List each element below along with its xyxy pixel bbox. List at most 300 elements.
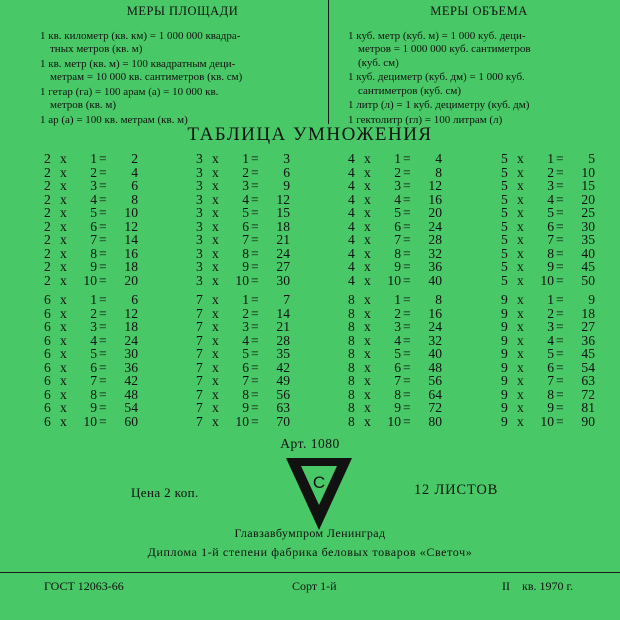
multiplicand: 8 [348,359,355,375]
product: 12 [124,305,138,321]
multiplier: 6 [394,359,401,375]
multiplicand: 7 [196,346,203,361]
multiplicand: 5 [501,151,508,166]
table-row [348,401,444,415]
multiplier: 4 [242,332,249,348]
product: 40 [581,245,595,261]
times-sign: x [212,178,219,193]
multiplier: 6 [242,218,249,234]
table-row [501,361,597,375]
equals-sign: = [556,305,564,321]
table-row [44,347,140,361]
equals-sign: = [556,386,564,402]
times-sign: x [364,191,371,207]
multiplicand: 7 [196,319,203,334]
table-row [501,415,597,429]
multiplier: 5 [90,205,97,220]
product: 42 [124,373,138,388]
table-row [348,233,444,247]
times-sign: x [517,245,524,261]
multiplicand: 3 [196,259,203,274]
multiplicand: 6 [44,359,51,375]
times-sign: x [212,259,219,274]
multiplicand: 7 [196,332,203,348]
multiplier: 9 [547,400,554,415]
multiplier: 9 [90,400,97,415]
product: 12 [428,178,442,193]
times-sign: x [60,164,67,180]
multiplier: 5 [242,205,249,220]
product: 54 [124,400,138,415]
table-row [44,206,140,220]
multiplicand: 2 [44,178,51,193]
times-sign: x [364,151,371,166]
table-row [348,347,444,361]
equals-sign: = [251,400,259,415]
multiplicand: 5 [501,164,508,180]
equals-sign: = [251,272,259,288]
table-row [501,307,597,321]
product: 72 [428,400,442,415]
equals-sign: = [99,151,107,166]
times-sign: x [60,292,67,307]
product: 27 [276,259,290,274]
times-sign: x [517,400,524,415]
times-sign: x [364,386,371,402]
equals-sign: = [403,178,411,193]
equals-sign: = [403,305,411,321]
multiplier: 4 [547,191,554,207]
multiplier: 10 [387,272,401,288]
multiplier: 9 [394,400,401,415]
times-sign: x [517,319,524,334]
measure-line: сантиметров (куб. см) [358,84,462,97]
equals-sign: = [251,359,259,375]
times-sign: x [364,400,371,415]
equals-sign: = [251,386,259,402]
product: 48 [124,386,138,402]
multiplicand: 2 [44,164,51,180]
equals-sign: = [403,373,411,388]
equals-sign: = [99,292,107,307]
equals-sign: = [99,259,107,274]
multiplicand: 5 [501,272,508,288]
equals-sign: = [99,413,107,429]
equals-sign: = [556,292,564,307]
multiplicand: 4 [348,164,355,180]
equals-sign: = [251,191,259,207]
times-sign: x [517,359,524,375]
multiplier: 1 [394,292,401,307]
multiplicand: 6 [44,319,51,334]
table-row [196,361,292,375]
times-sign: x [364,319,371,334]
times-sign: x [60,400,67,415]
product: 27 [581,319,595,334]
times-sign: x [212,218,219,234]
multiplier: 5 [394,205,401,220]
table-row [196,347,292,361]
area-measure-2 [40,58,325,85]
product: 36 [428,259,442,274]
product: 24 [428,218,442,234]
product: 45 [581,259,595,274]
measure-line: тных метров (кв. м) [50,43,143,55]
table-row [196,334,292,348]
equals-sign: = [403,332,411,348]
table-row [348,260,444,274]
multiplier: 9 [242,259,249,274]
equals-sign: = [403,292,411,307]
product: 81 [581,400,595,415]
times-sign: x [517,346,524,361]
equals-sign: = [99,332,107,348]
table-row [501,320,597,334]
measure-line: 1 кв. метр (кв. м) = 100 квадратным деци- [40,57,236,70]
table-row [196,374,292,388]
times-table-8 [348,293,444,428]
product: 70 [276,413,290,429]
multiplicand: 4 [348,245,355,261]
product: 50 [581,272,595,288]
table-row [501,152,597,166]
times-sign: x [364,218,371,234]
multiplier: 2 [547,305,554,321]
table-row [501,347,597,361]
equals-sign: = [99,386,107,402]
multiplier: 2 [394,164,401,180]
equals-sign: = [251,245,259,261]
volume-measures-section [348,0,610,128]
product: 42 [276,359,290,375]
table-row [44,260,140,274]
multiplicand: 5 [501,245,508,261]
multiplicand: 4 [348,218,355,234]
table-row [348,293,444,307]
multiplicand: 3 [196,191,203,207]
times-sign: x [60,332,67,348]
product: 54 [581,359,595,375]
multiplier: 6 [90,359,97,375]
equals-sign: = [556,332,564,348]
product: 14 [276,305,290,321]
equals-sign: = [251,319,259,334]
product: 25 [581,205,595,220]
area-measures-title: МЕРЫ ПЛОЩАДИ [126,4,239,18]
times-sign: x [212,164,219,180]
equals-sign: = [99,373,107,388]
times-sign: x [212,151,219,166]
gost-standard: ГОСТ 12063-66 [44,579,124,593]
multiplier: 7 [242,232,249,247]
table-row [196,247,292,261]
equals-sign: = [403,346,411,361]
equals-sign: = [99,178,107,193]
product: 80 [428,413,442,429]
multiplier: 10 [83,272,97,288]
multiplicand: 4 [348,272,355,288]
table-row [501,401,597,415]
multiplier: 8 [90,386,97,402]
multiplicand: 8 [348,373,355,388]
multiplicand: 7 [196,373,203,388]
multiplier: 8 [90,245,97,261]
column-divider [328,0,329,124]
volume-measure-2 [348,71,610,98]
product: 48 [428,359,442,375]
multiplier: 2 [90,164,97,180]
equals-sign: = [556,319,564,334]
table-row [348,247,444,261]
equals-sign: = [403,151,411,166]
table-row [501,274,597,288]
multiplicand: 7 [196,413,203,429]
times-sign: x [212,205,219,220]
equals-sign: = [556,359,564,375]
multiplicand: 6 [44,400,51,415]
table-row [44,293,140,307]
multiplier: 4 [394,332,401,348]
multiplier: 2 [90,305,97,321]
equals-sign: = [556,164,564,180]
multiplicand: 6 [44,413,51,429]
times-sign: x [212,346,219,361]
equals-sign: = [251,205,259,220]
times-sign: x [60,319,67,334]
equals-sign: = [403,272,411,288]
equals-sign: = [251,373,259,388]
multiplier: 4 [242,191,249,207]
times-sign: x [60,386,67,402]
table-row [44,233,140,247]
equals-sign: = [99,205,107,220]
times-sign: x [517,164,524,180]
times-sign: x [60,191,67,207]
table-row [501,193,597,207]
multiplier: 7 [547,232,554,247]
equals-sign: = [99,346,107,361]
measure-line: 1 литр (л) = 1 куб. дециметру (куб. дм) [348,99,530,111]
product: 30 [581,218,595,234]
table-row [44,320,140,334]
multiplicand: 3 [196,232,203,247]
measure-line: 1 куб. метр (куб. м) = 1 000 куб. деци- [348,29,526,42]
multiplier: 10 [387,413,401,429]
times-sign: x [60,259,67,274]
multiplier: 2 [547,164,554,180]
multiplier: 10 [83,413,97,429]
equals-sign: = [99,305,107,321]
times-sign: x [60,305,67,321]
multiplier: 4 [394,191,401,207]
multiplicand: 3 [196,178,203,193]
multiplicand: 2 [44,245,51,261]
table-row [348,320,444,334]
table-row [44,415,140,429]
multiplier: 3 [394,178,401,193]
multiplicand: 2 [44,191,51,207]
product: 24 [276,245,290,261]
table-row [196,220,292,234]
times-sign: x [212,373,219,388]
product: 35 [276,346,290,361]
times-sign: x [60,178,67,193]
equals-sign: = [556,178,564,193]
product: 6 [131,292,138,307]
multiplier: 5 [90,346,97,361]
equals-sign: = [251,413,259,429]
times-sign: x [212,191,219,207]
multiplier: 3 [242,319,249,334]
table-row [196,401,292,415]
table-row [196,233,292,247]
logo-letter: С [312,473,326,492]
product: 56 [276,386,290,402]
multiplier: 3 [547,178,554,193]
multiplicand: 6 [44,332,51,348]
multiplicand: 8 [348,319,355,334]
times-sign: x [364,178,371,193]
multiplier: 9 [394,259,401,274]
product: 5 [588,151,595,166]
product: 4 [131,164,138,180]
multiplicand: 7 [196,292,203,307]
product: 21 [276,232,290,247]
table-row [348,361,444,375]
equals-sign: = [251,305,259,321]
multiplicand: 3 [196,151,203,166]
equals-sign: = [403,191,411,207]
times-sign: x [212,400,219,415]
table-row [44,152,140,166]
product: 18 [276,218,290,234]
equals-sign: = [556,232,564,247]
product: 28 [276,332,290,348]
times-sign: x [517,413,524,429]
product: 10 [581,164,595,180]
multiplicand: 5 [501,218,508,234]
multiplicand: 9 [501,413,508,429]
area-measure-3 [40,86,325,113]
equals-sign: = [99,191,107,207]
multiplier: 7 [90,373,97,388]
multiplicand: 9 [501,359,508,375]
table-row [196,320,292,334]
equals-sign: = [403,164,411,180]
multiplicand: 6 [44,305,51,321]
times-sign: x [364,346,371,361]
multiplicand: 5 [501,232,508,247]
multiplicand: 2 [44,218,51,234]
times-sign: x [517,151,524,166]
equals-sign: = [251,332,259,348]
equals-sign: = [556,245,564,261]
measure-line: 1 гетар (га) = 100 арам (а) = 10 000 кв. [40,85,219,98]
multiplier: 5 [394,346,401,361]
equals-sign: = [403,319,411,334]
factory-diploma: Диплома 1-й степени фабрика беловых товаров «Светоч» [147,545,473,559]
product: 40 [428,346,442,361]
product: 16 [428,305,442,321]
multiplier: 8 [242,245,249,261]
equals-sign: = [556,259,564,274]
multiplicand: 7 [196,305,203,321]
multiplier: 3 [394,319,401,334]
multiplicand: 4 [348,178,355,193]
product: 20 [581,191,595,207]
equals-sign: = [556,151,564,166]
multiplicand: 3 [196,245,203,261]
times-sign: x [364,292,371,307]
product: 56 [428,373,442,388]
equals-sign: = [99,400,107,415]
times-sign: x [60,373,67,388]
product: 45 [581,346,595,361]
table-row [196,388,292,402]
times-sign: x [212,232,219,247]
measure-line: 1 куб. дециметр (куб. дм) = 1 000 куб. [348,71,525,83]
multiplication-table-title: ТАБЛИЦА УМНОЖЕНИЯ [187,124,433,145]
multiplicand: 2 [44,272,51,288]
multiplier: 5 [547,346,554,361]
equals-sign: = [556,191,564,207]
table-row [501,247,597,261]
times-sign: x [60,359,67,375]
multiplicand: 8 [348,292,355,307]
equals-sign: = [251,151,259,166]
times-sign: x [212,305,219,321]
product: 20 [124,272,138,288]
equals-sign: = [403,232,411,247]
product: 18 [124,319,138,334]
table-row [44,274,140,288]
multiplier: 2 [242,305,249,321]
times-sign: x [212,319,219,334]
table-row [501,334,597,348]
multiplier: 1 [394,151,401,166]
table-row [196,193,292,207]
multiplier: 7 [90,232,97,247]
multiplier: 9 [90,259,97,274]
equals-sign: = [556,346,564,361]
measure-line: метрам = 10 000 кв. сантиметров (кв. см) [50,71,243,83]
times-sign: x [364,164,371,180]
manufacturer: Главзавбумпром Ленинград [234,526,386,540]
product: 36 [581,332,595,348]
product: 24 [428,319,442,334]
multiplicand: 3 [196,205,203,220]
times-sign: x [364,305,371,321]
table-row [44,220,140,234]
multiplier: 9 [242,400,249,415]
table-row [44,179,140,193]
equals-sign: = [403,400,411,415]
table-row [196,415,292,429]
equals-sign: = [556,400,564,415]
product: 8 [131,191,138,207]
multiplier: 8 [242,386,249,402]
times-sign: x [60,218,67,234]
table-row [501,388,597,402]
multiplicand: 7 [196,386,203,402]
multiplicand: 3 [196,164,203,180]
multiplicand: 4 [348,205,355,220]
multiplier: 1 [90,292,97,307]
table-row [348,415,444,429]
multiplier: 10 [235,413,249,429]
times-table-7 [196,293,292,428]
table-row [501,260,597,274]
